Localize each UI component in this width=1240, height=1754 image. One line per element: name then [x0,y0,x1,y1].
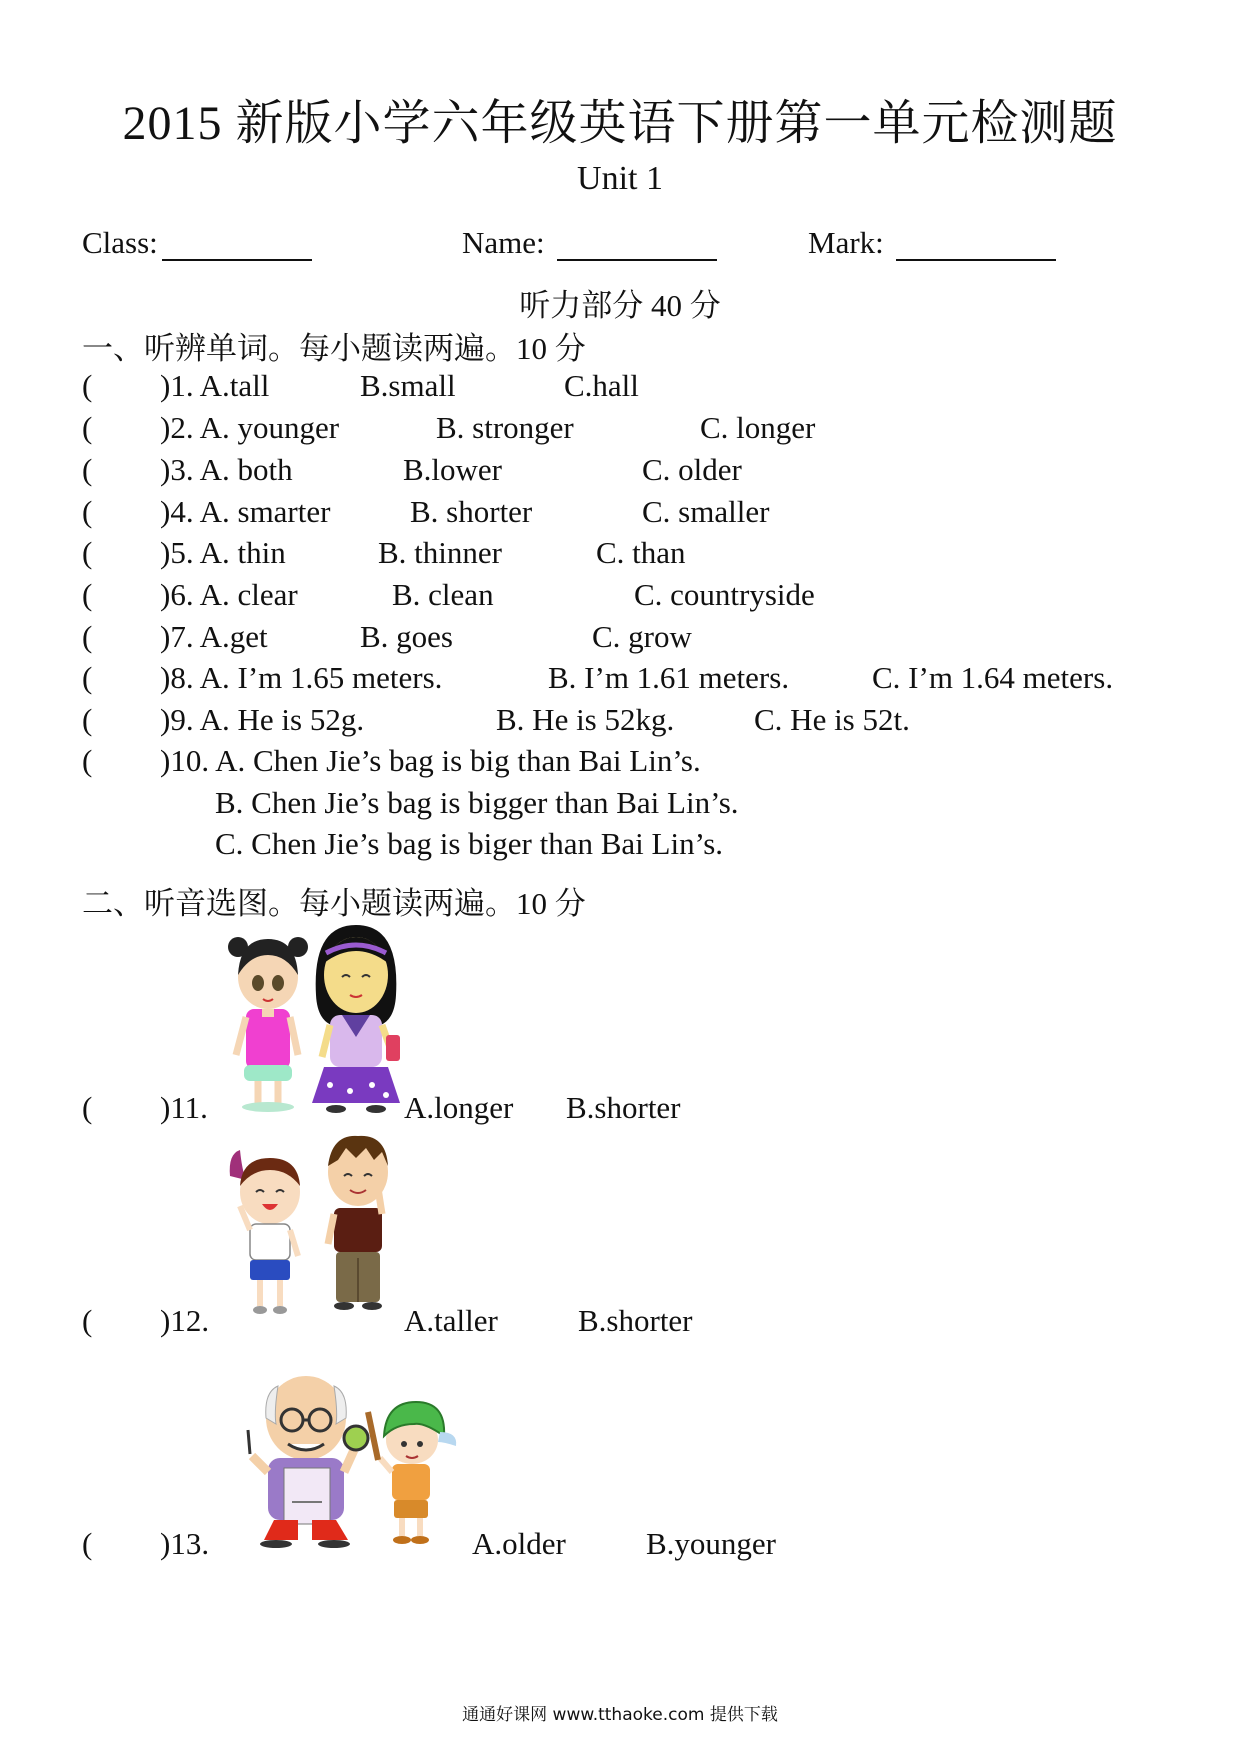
question-8-a: )8. A. I’m 1.65 meters. [160,660,443,695]
class-field [82,225,312,261]
listening-section-title: 听力部分 40 分 [519,288,721,323]
question-8-b: B. I’m 1.61 meters. [548,660,790,695]
answer-paren[interactable]: ( [82,1526,93,1561]
question-8-c: C. I’m 1.64 meters. [872,660,1114,695]
question-7-b: B. goes [360,619,453,654]
mark-blank[interactable] [896,229,1056,261]
little-boy-figure [368,1402,456,1544]
question-5-c: C. than [596,535,686,570]
tall-boy-figure [328,1136,388,1310]
section2-heading: 二、听音选图。每小题读两遍。10 分 [82,886,586,921]
answer-paren[interactable]: ( [82,660,93,695]
page-title: 2015 新版小学六年级英语下册第一单元检测题 [122,97,1118,150]
question-13-number: )13. [160,1526,210,1561]
class-blank[interactable] [162,229,312,261]
answer-paren[interactable]: ( [82,743,93,778]
question-3-b: B.lower [403,452,503,487]
question-6-c: C. countryside [634,577,815,612]
question-5-a: )5. A. thin [160,535,286,570]
answer-paren[interactable]: ( [82,577,93,612]
question-12-number: )12. [160,1303,210,1338]
question-1-c: C.hall [564,368,639,403]
answer-paren[interactable]: ( [82,1303,93,1338]
answer-paren[interactable]: ( [82,535,93,570]
short-girl-figure [230,1150,300,1314]
question-13-a: A.older [472,1526,566,1561]
question-2-c: C. longer [700,410,816,445]
name-blank[interactable] [557,229,717,261]
question-4-a: )4. A. smarter [160,494,331,529]
question-4-c: C. smaller [642,494,770,529]
name-field [462,225,717,261]
class-label: Class: [82,225,158,260]
question-13-b: B.younger [646,1526,777,1561]
name-label: Name: [462,225,545,260]
question-1-b: B.small [360,368,456,403]
question-6-b: B. clean [392,577,494,612]
answer-paren[interactable]: ( [82,494,93,529]
question-7-a: )7. A.get [160,619,268,654]
question-11-b: B.shorter [566,1090,681,1125]
question-9-b: B. He is 52kg. [496,702,675,737]
question-2-a: )2. A. younger [160,410,340,445]
page-subtitle: Unit 1 [577,160,663,197]
answer-paren[interactable]: ( [82,410,93,445]
answer-paren[interactable]: ( [82,619,93,654]
question-9-c: C. He is 52t. [754,702,910,737]
short-girl-figure [228,937,308,1112]
question-4-b: B. shorter [410,494,533,529]
question-3-a: )3. A. both [160,452,293,487]
question-12-b: B.shorter [578,1303,693,1338]
question-11-a: A.longer [404,1090,514,1125]
question-10-b: B. Chen Jie’s bag is bigger than Bai Lin’s. [215,785,739,820]
question-9-a: )9. A. He is 52g. [160,702,365,737]
question-3-c: C. older [642,452,742,487]
mark-field [808,225,1056,261]
q13-picture [244,1372,466,1550]
answer-paren[interactable]: ( [82,1090,93,1125]
question-11-number: )11. [160,1090,208,1125]
question-7-c: C. grow [592,619,692,654]
question-1-a: )1. A.tall [160,368,270,403]
section1-heading: 一、听辨单词。每小题读两遍。10 分 [82,331,586,366]
q12-picture [228,1136,408,1322]
question-12-a: A.taller [404,1303,498,1338]
question-2-b: B. stronger [436,410,574,445]
question-5-b: B. thinner [378,535,502,570]
grandpa-figure [248,1376,368,1548]
question-10-a: )10. A. Chen Jie’s bag is big than Bai Lin’s. [160,743,701,778]
answer-paren[interactable]: ( [82,452,93,487]
mark-label: Mark: [808,225,884,260]
q11-picture [226,925,406,1115]
answer-paren[interactable]: ( [82,702,93,737]
answer-paren[interactable]: ( [82,368,93,403]
question-10-c: C. Chen Jie’s bag is biger than Bai Lin’s. [215,826,724,861]
footer-source: 通通好课网 www.tthaoke.com 提供下载 [462,1705,778,1725]
question-6-a: )6. A. clear [160,577,298,612]
tall-girl-figure [312,925,400,1113]
